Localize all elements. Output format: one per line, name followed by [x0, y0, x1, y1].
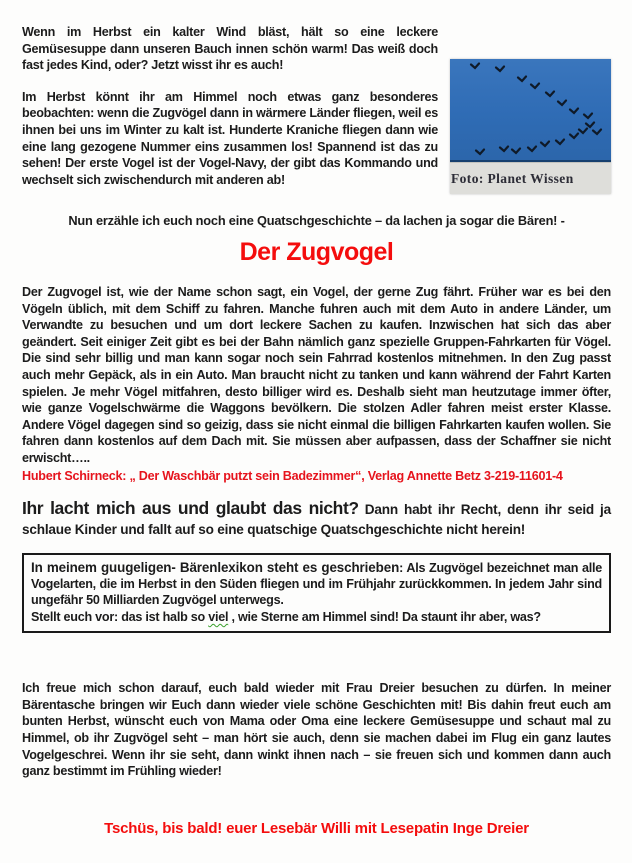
lexicon-line2-spellcheck-word: viel [208, 609, 229, 624]
photo-caption: Foto: Planet Wissen [451, 170, 574, 186]
lexicon-text: : Als Zugvögel bezeichnet man alle Vogelarten, die im Herbst in den Süden fliegen und im Frühjahr zurückkommen. In jedem Jahr sind ungefähr 50 Milliarden Zugvögel unterwegs. [31, 560, 602, 608]
birds-flock-icon [450, 59, 611, 160]
lexicon-line2-post: , wie Sterne am Himmel sind! Da staunt ihr aber, was? [228, 609, 541, 624]
citation-line: Hubert Schirneck: „ Der Waschbär putzt sein Badezimmer“, Verlag Annette Betz 3-219-11601-4 [22, 468, 563, 483]
birds-photo [450, 59, 611, 194]
closing-paragraph: Ich freue mich schon darauf, euch bald wieder mit Frau Dreier besuchen zu dürfen. In meiner Bärentasche bringen wir Euch dann wieder viele schöne Geschichten mit! Bis dahin freut euch am bunten Herbst, wünscht euch von Mama oder Oma eine leckere Gemüsesuppe und schaut mal zu Himmel, ob ihr Zugvögel seht – man hört sie auch, denn sie machen dabei im Flug ein ganz lautes Vogelgeschrei. Wenn ihr sie seht, dann winkt ihnen nach – sie freuen sich und kommen dann auch ganz bestimmt im Frühling wieder! [22, 681, 611, 779]
farewell-line: Tschüs, bis bald! euer Lesebär Willi mit Lesepatin Inge Dreier [104, 819, 529, 837]
paragraph-soup: Wenn im Herbst ein kalter Wind bläst, hält so eine leckere Gemüsesuppe dann unseren Bauch innen schön warm! Das weiß doch fast jedes Kind, oder? Jetzt wisst ihr es auch! [22, 25, 438, 73]
lexicon-lead: In meinem guugeligen- Bärenlexikon steht es geschrieben [31, 559, 400, 575]
baerenlexikon-box [22, 553, 611, 634]
paragraph-zugvoegel-himmel: Im Herbst könnt ihr am Himmel noch etwas ganz besonderes beobachten: wenn die Zugvögel dann in wärmere Länder fliegen, weil es ihnen bei uns im Winter zu kalt ist. Hunderte Kraniche fliegen dann wie eine lang gezogene Nummer eins zusammen los! Spannend ist das zu sehen! Der erste Vogel ist der Vogel-Navy, der gibt das Kommando und wechselt sich zwischendurch mit anderen ab! [22, 89, 438, 187]
photo-sky [450, 59, 611, 162]
story-paragraph: Der Zugvogel ist, wie der Name schon sagt, ein Vogel, der gerne Zug fährt. Früher war es bei den Vögeln üblich, mit dem Schiff zu fahren. Manche fuhren auch mit dem Auto in andere Länder, um Verwandte zu besuchen und um dort leckere Sachen zu kaufen. Inzwischen hat sich das aber geändert. Seit einiger Zeit gibt es bei der Bahn nämlich ganz spezielle Gruppen-Fahrkarten für Vögel. Die sind sehr billig und man kann sogar noch sein Fahrrad kostenlos mitnehmen. In den Zug passt auch mehr Gepäck, als in ein Auto. Man braucht nicht zu tanken und kann während der Fahrt Karten spielen. Je mehr Vögel mitfahren, desto billiger wird es. Deshalb sieht man heutzutage immer öfter, wie ganze Vogelschwärme die Waggons bevölkern. Die stolzen Adler fahren meist erster Klasse. Andere Vögel dagegen sind so geizig, dass sie nicht einmal die billigen Fahrkarten kaufen wollen. Sie fahren dann kostenlos auf dem Dach mit. Sie müssen aber aufpassen, dass der Schaffner sie nicht erwischt….. [22, 285, 611, 466]
story-title: Der Zugvogel [239, 238, 394, 267]
laugh-heading [22, 498, 611, 540]
laugh-heading-big: Ihr lacht mich aus und glaubt das nicht? [22, 497, 359, 518]
quatschgeschichte-intro-line: Nun erzähle ich euch noch eine Quatschgeschichte – da lachen ja sogar die Bären! - [68, 213, 565, 229]
laugh-heading-rest: Dann habt ihr Recht, denn ihr seid ja schlaue Kinder und fallt auf so eine quatschige Quatschgeschichte nicht herein! [22, 501, 611, 537]
lexicon-line2-pre: Stellt euch vor: das ist halb so [31, 609, 209, 624]
photo-caption-band [450, 162, 611, 194]
